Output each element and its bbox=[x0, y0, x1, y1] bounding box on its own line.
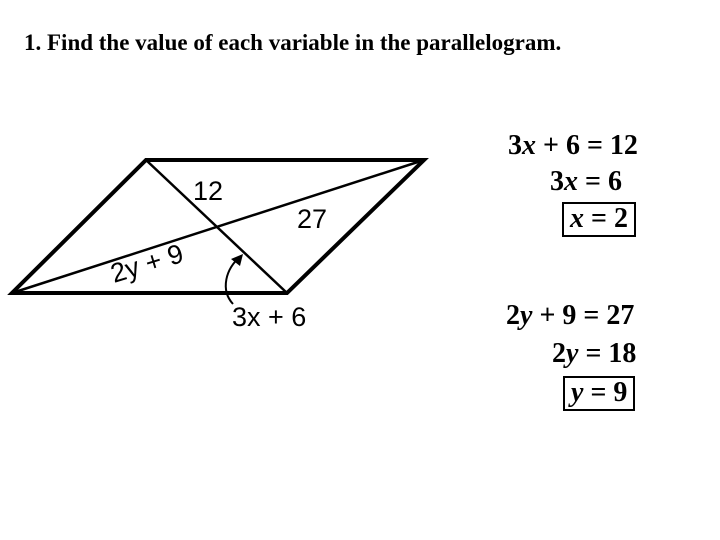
step-x: 3x = 6 bbox=[550, 166, 622, 197]
step-y: 2y = 18 bbox=[552, 338, 637, 369]
segment-label-3x-plus-6: 3x + 6 bbox=[232, 302, 307, 332]
segment-label-2y-plus-9: 2y + 9 bbox=[106, 238, 187, 289]
answer-x-box: x = 2 bbox=[562, 202, 636, 237]
segment-label-27: 27 bbox=[297, 204, 328, 234]
equation-y: 2y + 9 = 27 bbox=[506, 300, 635, 331]
equation-x: 3x + 6 = 12 bbox=[508, 130, 638, 161]
problem-title: 1. Find the value of each variable in the parallelogram. bbox=[24, 30, 562, 55]
answer-y-box: y = 9 bbox=[563, 376, 635, 411]
segment-label-12: 12 bbox=[193, 176, 224, 206]
